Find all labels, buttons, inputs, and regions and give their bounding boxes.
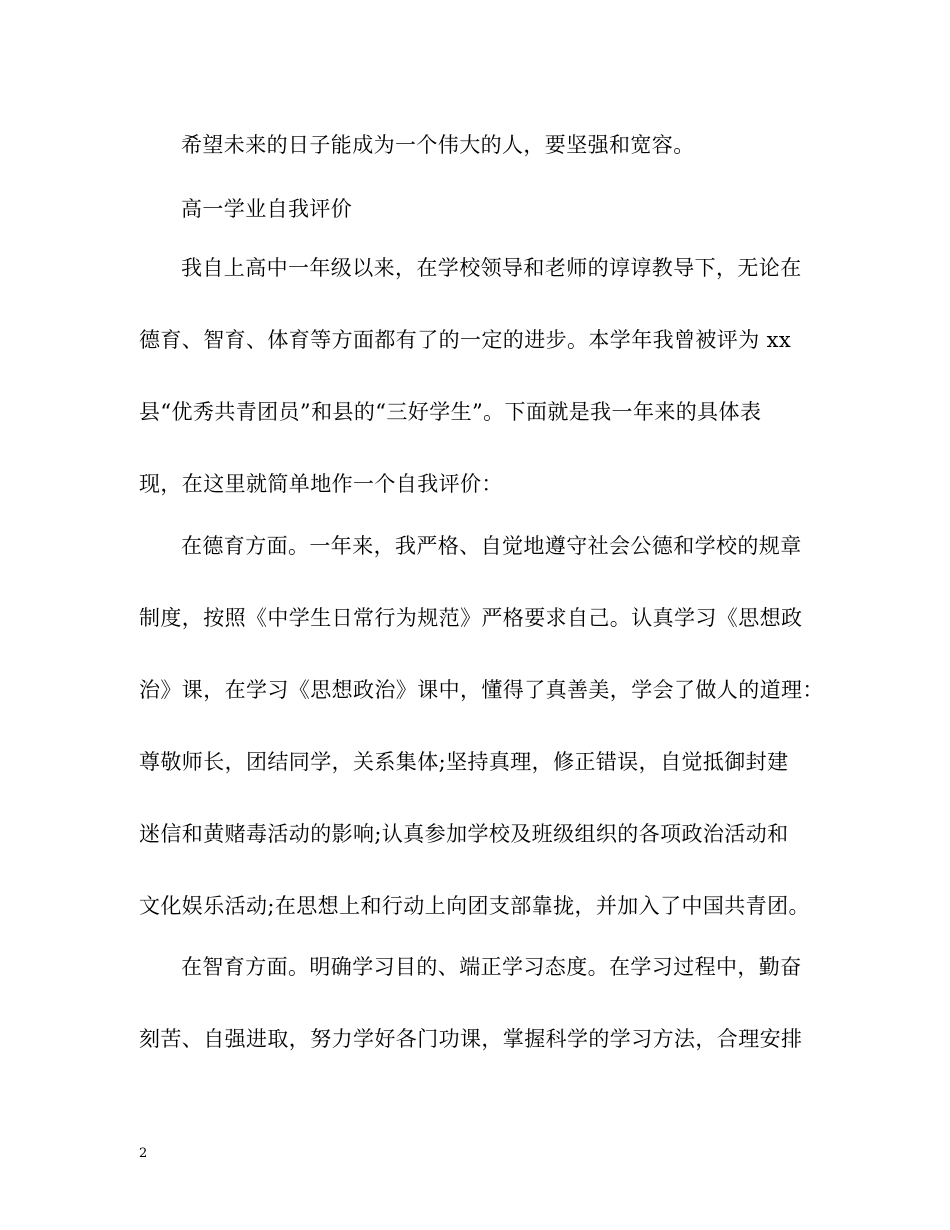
- paragraph-line: 现，在这里就简单地作一个自我评价：: [139, 472, 503, 496]
- paragraph-line: 希望未来的日子能成为一个伟大的人，要坚强和宽容。: [181, 133, 695, 157]
- paragraph-line: 德育、智育、体育等方面都有了的一定的进步。本学年我曾被评为 xx: [139, 328, 792, 352]
- page-number: 2: [139, 1146, 148, 1161]
- paragraph-line: 文化娱乐活动;在思想上和行动上向团支部靠拢，并加入了中国共青团。: [139, 894, 810, 918]
- paragraph-line: 尊敬师长，团结同学，关系集体;坚持真理，修正错误，自觉抵御封建: [139, 750, 789, 774]
- paragraph-line: 制度，按照《中学生日常行为规范》严格要求自己。认真学习《思想政: [139, 606, 803, 630]
- section-heading: 高一学业自我评价: [181, 197, 353, 221]
- paragraph-line: 我自上高中一年级以来，在学校领导和老师的谆谆教导下，无论在: [181, 256, 802, 280]
- paragraph-line: 治》课，在学习《思想政治》课中，懂得了真善美，学会了做人的道理：: [139, 678, 824, 702]
- paragraph-line: 在德育方面。一年来，我严格、自觉地遵守社会公德和学校的规章: [181, 534, 802, 558]
- paragraph-line: 刻苦、自强进取，努力学好各门功课，掌握科学的学习方法，合理安排: [139, 1027, 803, 1051]
- paragraph-line: 迷信和黄赌毒活动的影响;认真参加学校及班级组织的各项政治活动和: [139, 822, 789, 846]
- paragraph-line: 在智育方面。明确学习目的、端正学习态度。在学习过程中，勤奋: [181, 955, 802, 979]
- paragraph-line: 县“优秀共青团员”和县的“三好学生”。下面就是我一年来的具体表: [139, 400, 762, 424]
